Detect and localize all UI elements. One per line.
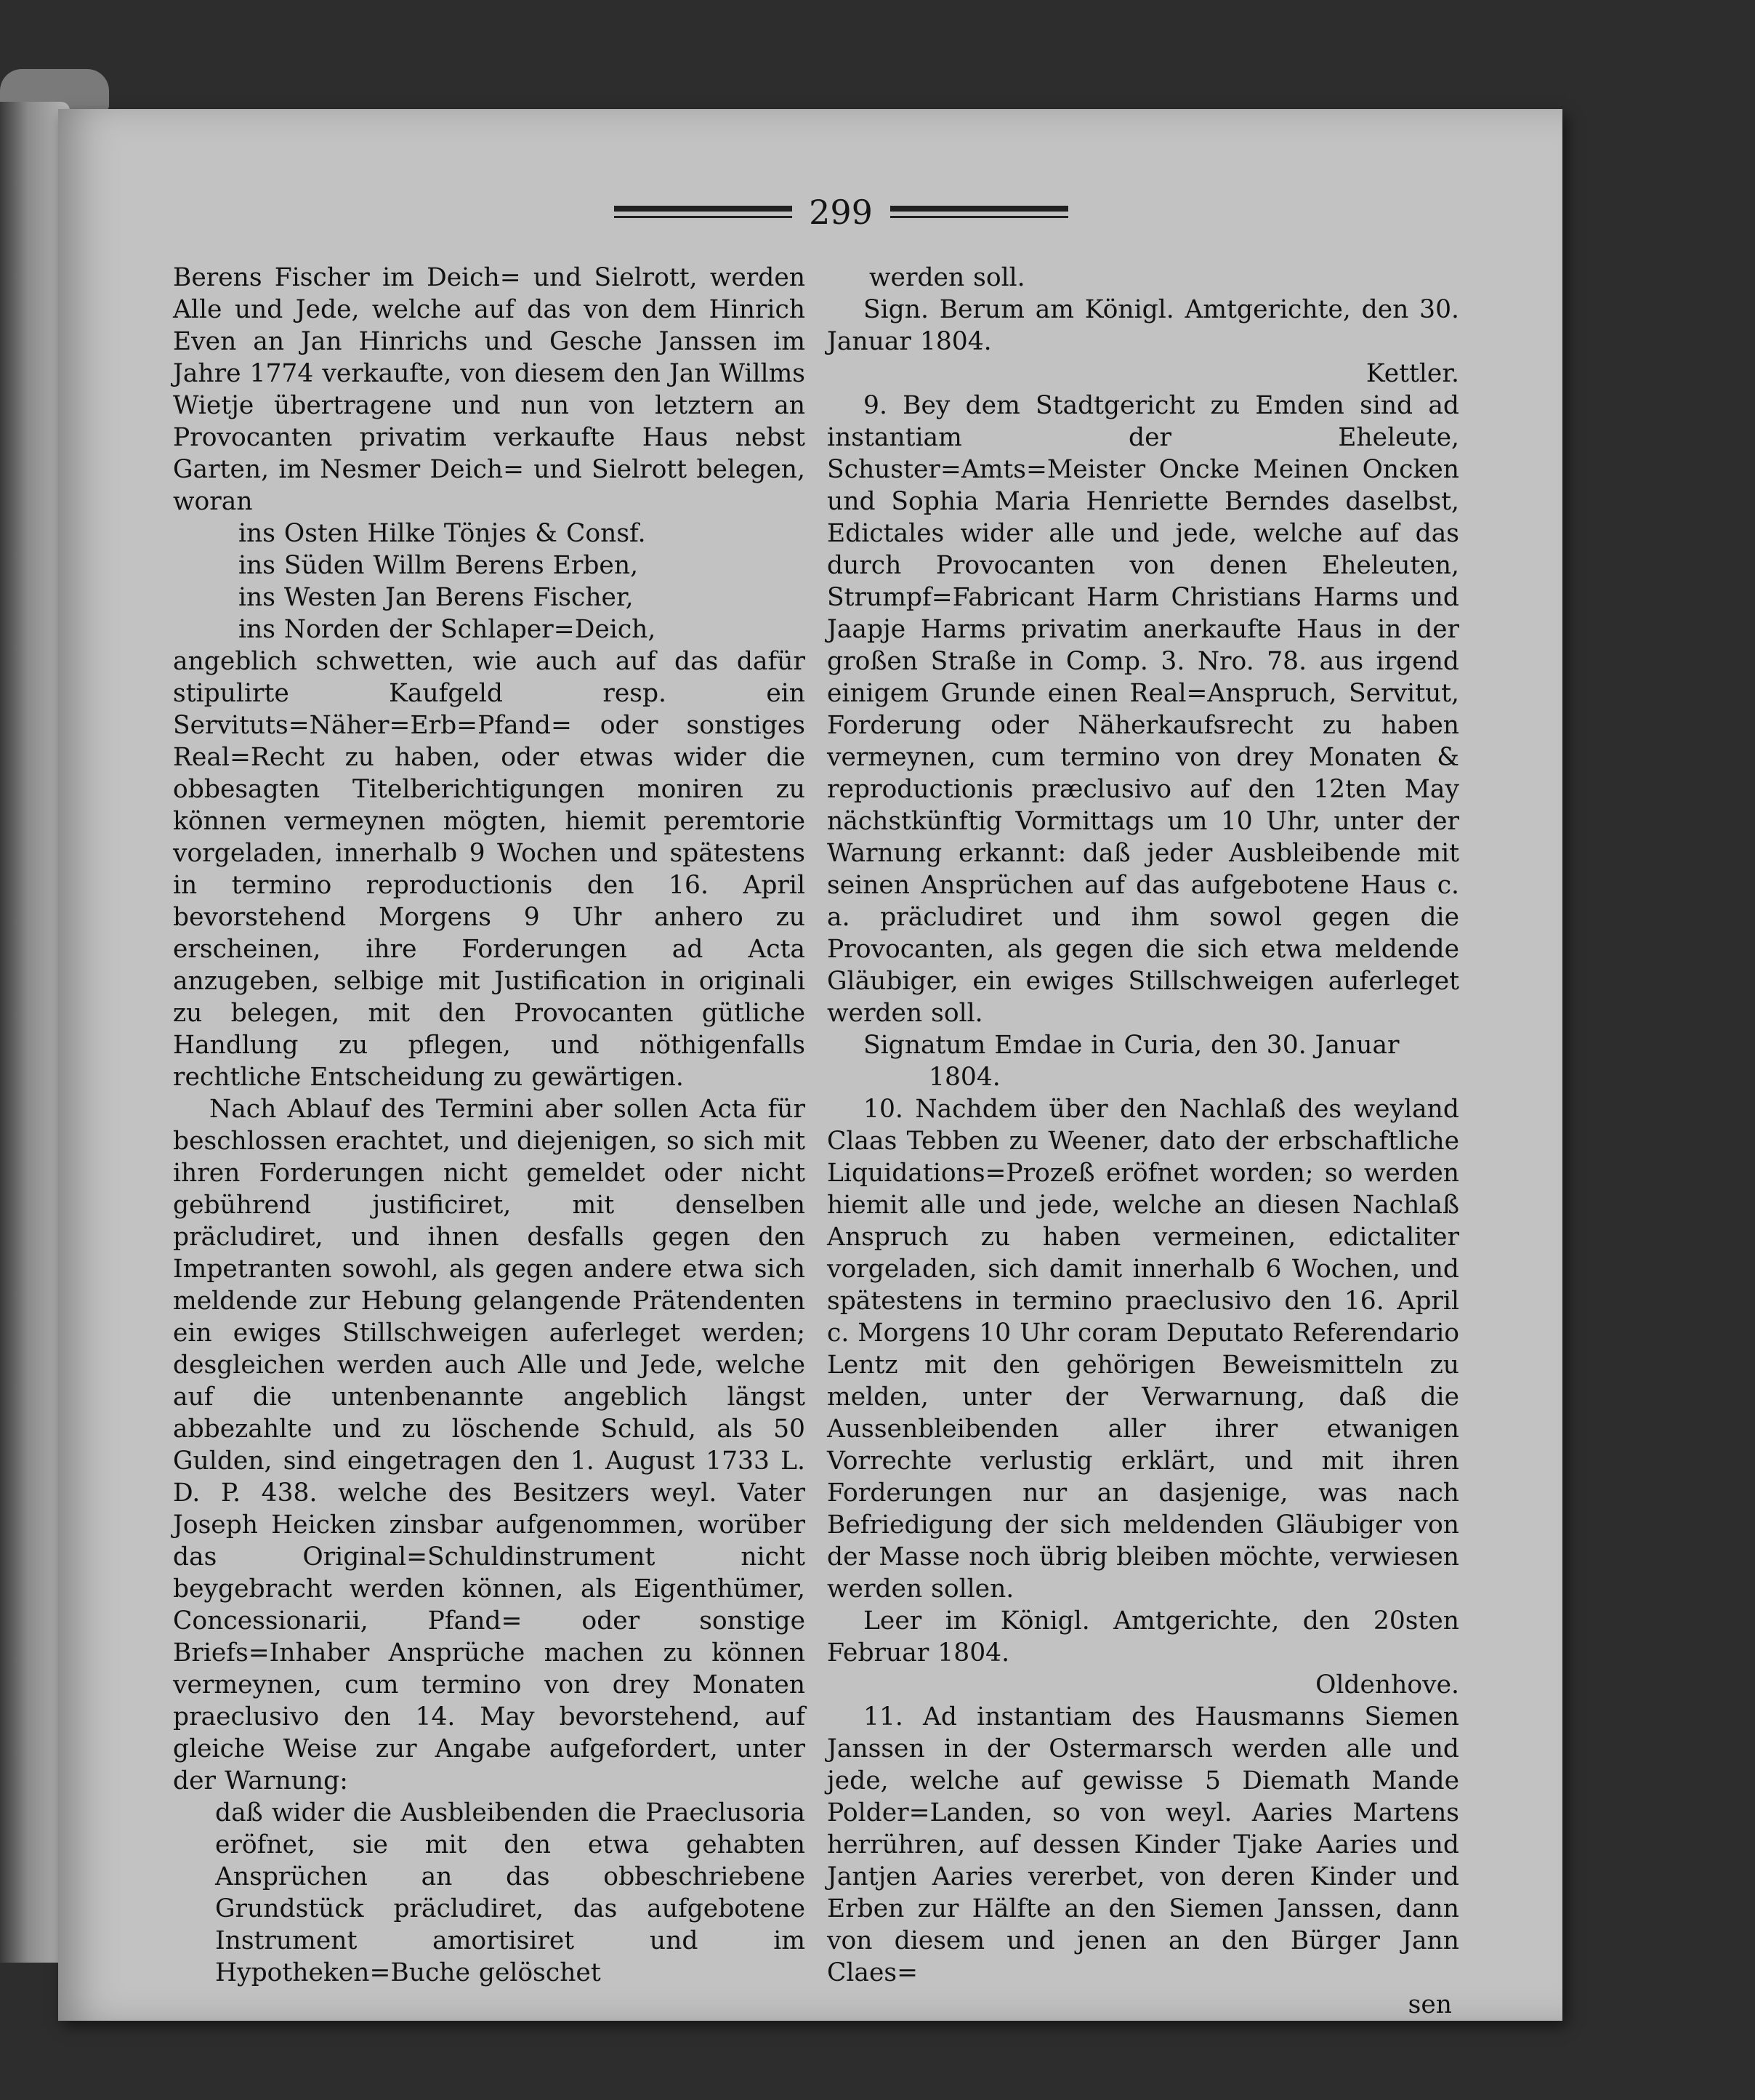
page-header [567,193,1105,244]
signature-place-date: Signatum Emdae in Curia, den 30. Januar [863,1031,1400,1060]
signer-name: Oldenhove. [1315,1670,1459,1699]
header-rule-left [614,206,792,218]
signature-place-date: Leer im Königl. Amtgerichte, den 20sten Februar 1804. [827,1606,1459,1667]
paragraph: Nach Ablauf des Termini aber sollen Acta für beschlossen erachtet, und diejenigen, so sich mit ihren Forderungen nicht gemeldet oder nicht gebührend justificiret, mit denselben präcludiret, und ihnen desfalls gegen den Impetranten sowohl, als gegen andere etwa sich meldende zur Hebung gelangende Prätendenten ein ewiges Stillschweigen auferleget werden; desgleichen werden auch Alle und Jede, welche auf die untenbenannte angeblich längst abbezahlte und zu löschende Schuld, als 50 Gulden, sind eingetragen den 1. August 1733 L. D. P. 438. welche des Besitzers weyl. Vater Joseph Heicken zinsbar aufgenommen, worüber das Original=Schuldinstrument nicht beygebracht werden können, als Eigenthümer, Concessionarii, Pfand= oder sonstige Briefs=Inhaber Ansprüche machen zu können vermeynen, cum termino von drey Monaten praeclusivo den 14. May bevorstehend, auf gleiche Weise zur Angabe aufgefordert, unter der Warnung: [173,1095,805,1795]
boundary-north: ins Norden der Schlaper=Deich, [238,615,656,644]
catchword: sen [1408,1990,1452,2019]
book-page [58,109,1562,2021]
signature-year: 1804. [929,1063,1001,1092]
paragraph: angeblich schwetten, wie auch auf das dafür stipulirte Kaufgeld resp. ein Servituts=Näher=Erb=Pfand= oder sonstiges Real=Recht zu haben, oder etwas wider die obbesagten Titelberichtigungen moniren zu können vermeynen mögten, hiemit peremtorie vorgeladen, innerhalb 9 Wochen und spätestens in termino reproductionis den 16. April bevorstehend Morgens 9 Uhr anhero zu erscheinen, ihre Forderungen ad Acta anzugeben, selbige mit Justification in originali zu belegen, mit den Provocanten gütliche Handlung zu pflegen, und nöthigenfalls rechtliche Entscheidung zu gewärtigen. [173,647,805,1092]
paragraph: werden soll. [869,263,1025,292]
left-column [173,262,805,1989]
boundary-west: ins Westen Jan Berens Fischer, [238,583,634,612]
signer-name: Kettler. [1365,359,1459,388]
boundary-east: ins Osten Hilke Tönjes & Consf. [238,519,646,548]
paragraph: Berens Fischer im Deich= und Sielrott, werden Alle und Jede, welche auf das von dem Hinrich Even an Jan Hinrichs und Gesche Janssen im Jahre 1774 verkaufte, von diesem den Jan Willms Wietje übertragene und nun von letztern an Provocanten privatim verkaufte Haus nebst Garten, im Nesmer Deich= und Sielrott belegen, woran [173,263,805,516]
right-column [827,262,1459,2021]
notice-10: 10. Nachdem über den Nachlaß des weyland Claas Tebben zu Weener, dato der erbschaftliche Liquidations=Prozeß eröfnet worden; so werden hiemit alle und jede, welche an diesen Nachlaß Anspruch zu haben vermeinen, edictaliter vorgeladen, sich damit innerhalb 6 Wochen, und spätestens in termino praeclusivo den 16. April c. Morgens 10 Uhr coram Deputato Referendario Lentz mit den gehörigen Beweismitteln zu melden, unter der Verwarnung, daß die Aussenbleibenden aller ihrer etwanigen Vorrechte verlustig erklärt, und mit ihren Forderungen nur an dasjenige, was nach Befriedigung der sich meldenden Gläubiger von der Masse noch übrig bleiben möchte, verwiesen werden sollen. [827,1095,1459,1604]
notice-9: 9. Bey dem Stadtgericht zu Emden sind ad instantiam der Eheleute, Schuster=Amts=Meister Oncke Meinen Oncken und Sophia Maria Henriette Berndes daselbst, Edictales wider alle und jede, welche auf das durch Provocanten von denen Eheleuten, Strumpf=Fabricant Harm Christians Harms und Jaapje Harms privatim anerkaufte Haus in der großen Straße in Comp. 3. Nro. 78. aus irgend einigem Grunde einen Real=Anspruch, Servitut, Forderung oder Näherkaufsrecht zu haben vermeynen, cum termino von drey Monaten & reproductionis præclusivo auf den 12ten May nächstkünftig Vormittags um 10 Uhr, unter der Warnung erkannt: daß jeder Ausbleibende mit seinen Ansprüchen auf das aufgebotene Haus c. a. präcludiret und ihm sowol gegen die Provocanten, als gegen die sich etwa meldende Gläubiger, ein ewiges Stillschweigen auferleget werden soll. [827,391,1459,1028]
notice-11: 11. Ad instantiam des Hausmanns Siemen Janssen in der Ostermarsch werden alle und jede, welche auf gewisse 5 Diemath Mande Polder=Landen, so von weyl. Aaries Martens herrühren, auf dessen Kinder Tjake Aaries und Jantjen Aaries vererbet, von deren Kinder und Erben zur Hälfte an den Siemen Janssen, dann von diesem und jenen an den Bürger Jann Claes= [827,1702,1459,1987]
page-number: 299 [809,193,873,232]
signature-place-date: Sign. Berum am Königl. Amtgerichte, den 30. Januar 1804. [827,295,1459,356]
boundary-south: ins Süden Willm Berens Erben, [238,551,639,580]
header-rule-right [890,206,1068,218]
warning-clause: daß wider die Ausbleibenden die Praeclusoria eröfnet, sie mit den etwa gehabten Ansprüchen an das obbeschriebene Grundstück präcludiret, das aufgebotene Instrument amortisiret und im Hypotheken=Buche gelöschet [215,1798,805,1987]
